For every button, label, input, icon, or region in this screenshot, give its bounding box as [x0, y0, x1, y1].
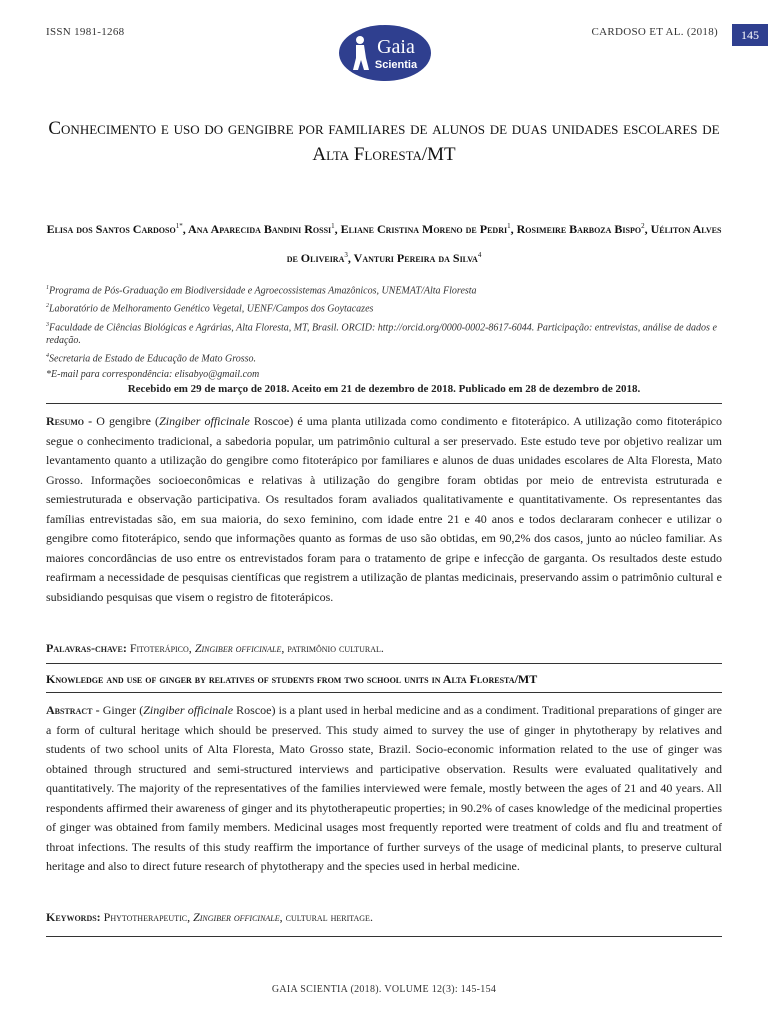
- author-name: Eliane Cristina Moreno de Pedri: [340, 222, 508, 236]
- species-name: Zingiber officinale: [193, 910, 280, 924]
- affiliation-list: [46, 282, 722, 384]
- author-name: Uéliton Alves de Oliveira: [286, 222, 722, 265]
- species-name: Zingiber officinale: [194, 641, 282, 655]
- affiliation-text: Faculdade de Ciências Biológicas e Agrárias, Alta Floresta, MT, Brasil. ORCID: http://orcid.org/0000-0002-8617-6044. Participação: entrevistas, análise de dados e redação.: [46, 321, 717, 346]
- divider: [46, 692, 722, 693]
- keywords: [46, 908, 722, 928]
- author-sup: 1*: [175, 222, 183, 230]
- affiliation-sup: 3: [46, 321, 49, 328]
- author-name: Vanturi Pereira da Silva: [353, 251, 478, 265]
- running-citation: CARDOSO ET AL. (2018): [591, 26, 718, 38]
- author-sup: 3: [344, 251, 348, 259]
- resumo-text: O gengibre (: [96, 414, 160, 428]
- divider: [46, 403, 722, 404]
- issn-label: ISSN 1981-1268: [46, 26, 125, 38]
- logo-text-scientia: Scientia: [374, 59, 418, 71]
- abstract-paragraph: [46, 701, 722, 877]
- author-sup: 4: [477, 251, 482, 259]
- divider: [46, 663, 722, 664]
- affiliation-text: *E-mail para correspondência: elisabyo@gmail.com: [46, 369, 260, 381]
- author-list: Elisa dos Santos Cardoso$^{1*}$, Ana Aparecida Bandini Rossi$^1$, Eliane Cristina Moreno de Pedri$^1$, Rosimeire Barboza Bispo$^2$, Uéliton Alves de Oliveira$^3$, Vanturi Pereira da Silva$^4$: [46, 222, 722, 265]
- keyword-text: , patrimônio cultural.: [281, 641, 384, 655]
- author-name: Rosimeire Barboza Bispo: [516, 222, 642, 236]
- affiliation-item: [46, 319, 722, 347]
- affiliation-sup: 1: [46, 285, 49, 291]
- keywords-label: Keywords:: [46, 910, 104, 924]
- affiliation-sup: 2: [46, 303, 49, 310]
- keyword-text: Phytotherapeutic,: [103, 910, 194, 924]
- affiliation-text: Secretaria de Estado de Educação de Mato Grosso.: [49, 353, 256, 365]
- author-sup: 1: [507, 222, 511, 230]
- divider: [46, 936, 722, 937]
- affiliation-text: Programa de Pós-Graduação em Biodiversidade e Agroecossistemas Amazônicos, UNEMAT/Alta Floresta: [49, 285, 477, 297]
- affiliation-sup: 4: [46, 352, 49, 359]
- abstract-text: Roscoe) is a plant used in herbal medicine and as a condiment. Traditional preparations of ginger are a form of cultural heritage which should be preserved. This study aimed to survey the use of ginger in phytotherapy by relatives and students of two school units of Alta Floresta, Mato Grosso state, Brazil. Socio-economic information related to the use of ginger was obtained through structured and semi-structured interviews and participative observation. Results were evaluated qualitatively and quantitatively. The majority of the representatives of the families interviewed were female, mostly between the ages of 21 and 40 years. All respondents affirmed their awareness of ginger and its phytotherapeutic properties; in 90.2% of cases knowledge of the medicinal properties of ginger was obtained from family members. Medicinal usages most frequently reported were treatment of colds and flu and treatment of throat infections. The results of this study reaffirm the importance of further surveys of the usage of medicinal plants, to preserve cultural heritage and also to direct future research of phytotherapy and the species used in herbal medicine.: [46, 703, 722, 873]
- abstract-label: Abstract -: [46, 703, 103, 717]
- keyword-text: , cultural heritage.: [279, 910, 373, 924]
- resumo-paragraph: [46, 412, 722, 607]
- author-sup: 1: [331, 222, 335, 230]
- page-number-badge: 145: [732, 24, 768, 46]
- palavras-chave: [46, 639, 722, 659]
- author-name: Elisa dos Santos Cardoso: [46, 222, 176, 236]
- species-name: Zingiber officinale: [143, 703, 234, 717]
- author-name: Ana Aparecida Bandini Rossi: [188, 222, 332, 236]
- gaia-scientia-logo: [338, 24, 432, 82]
- journal-footer: GAIA SCIENTIA (2018). VOLUME 12(3): 145-154: [271, 984, 497, 995]
- affiliation-item: [46, 300, 722, 315]
- palavras-chave-label: Palavras-chave:: [46, 641, 130, 655]
- affiliation-text: Laboratório de Melhoramento Genético Vegetal, UENF/Campos dos Goytacazes: [49, 303, 374, 315]
- resumo-text: Roscoe) é uma planta utilizada como condimento e fitoterápico. A utilização como fitoterápico segue o conhecimento tradicional, a sabedoria popular, um patrimônio cultural a ser preservado. Este estudo teve por objetivo realizar um levantamento quanto a utilização do gengibre como fitoterápico por familiares e alunos de duas unidades escolares de Alta Floresta, Mato Grosso. Informações socioeconômicas e relativas à utilização do gengibre foram obtidas por meio de entrevista estruturada e semiestruturada e observação participativa. Os resultados foram avaliados qualitativamente e quantitativamente. Os representantes das famílias entrevistadas são, em sua maioria, do sexo feminino, com idade entre 21 e 40 anos e todos declararam conhecer e utilizar o gengibre como fitoterápico, sendo que informações quanto as formas de uso são obtidas, em 90,2% dos casos, junto ao núcleo familiar. As maiores concordâncias de uso entre os entrevistados foram para o tratamento de gripe e infecção de garganta. Os resultados deste estudo reafirmam a necessidade de pesquisas científicas que registrem a utilização de plantas medicinais, preservando assim o patrimônio cultural e subsidiando pesquisas que visem o registro de fitoterápicos.: [46, 414, 722, 604]
- english-title: Knowledge and use of ginger by relatives of students from two school units in Alta Floresta/MT: [46, 672, 538, 686]
- affiliation-item: [46, 282, 722, 297]
- correspondence-email: [46, 368, 722, 381]
- publication-dates: Recebido em 29 de março de 2018. Aceito em 21 de dezembro de 2018. Publicado em 28 de dezembro de 2018.: [127, 383, 641, 395]
- keyword-text: Fitoterápico,: [129, 641, 195, 655]
- species-name: Zingiber officinale: [159, 414, 250, 428]
- author-sup: 2: [641, 222, 645, 230]
- article-title: Conhecimento e uso do gengibre por familiares de alunos de duas unidades escolares de Alta Floresta/MT: [48, 118, 720, 165]
- affiliation-item: [46, 350, 722, 365]
- resumo-label: Resumo -: [46, 414, 97, 428]
- abstract-text: Ginger (: [102, 703, 144, 717]
- logo-text-gaia: Gaia: [377, 36, 415, 58]
